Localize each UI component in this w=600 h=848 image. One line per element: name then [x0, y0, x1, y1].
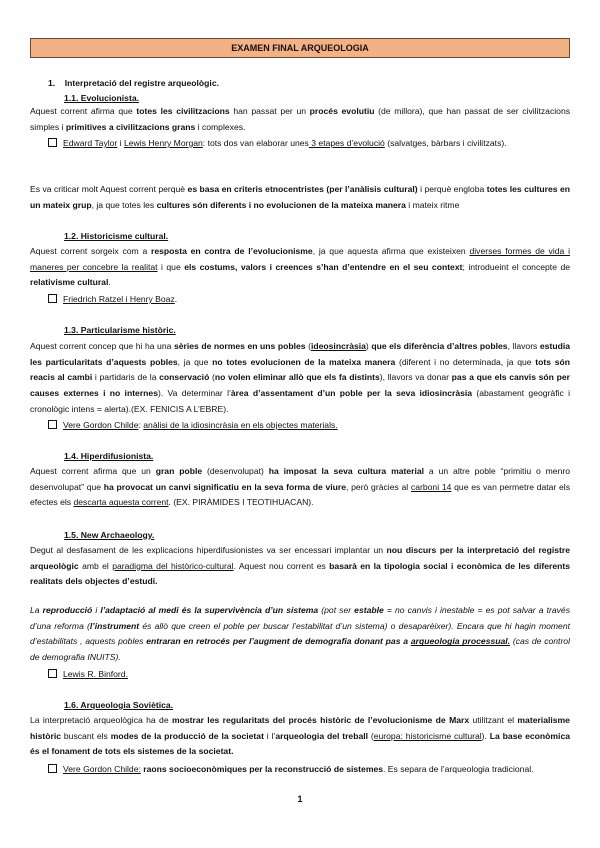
text-run: mostrar les regularitats del procés històric de l’evolucionisme de Marx: [171, 715, 470, 725]
section-heading-particularisme: 1.3. Particularisme històric.: [64, 325, 176, 335]
text-run: cultures són diferents i no evolucionen de la mateixa manera: [156, 199, 406, 210]
text-run: nou discurs per la interpretació del registre arqueològic: [30, 545, 570, 571]
text-run: , però gràcies al: [346, 481, 411, 492]
text-run: totes les cultures en un mateix grup: [30, 184, 570, 210]
text-run: carboni 14: [410, 481, 452, 492]
text-run: els costums, valors i creences s’han d’entendre en el seu context: [184, 261, 463, 272]
section-heading-hiperdifusionista: 1.4. Hiperdifusionista.: [64, 451, 154, 461]
text-run: a un altre poble “primitiu o menro desenvolupat” que: [30, 466, 571, 492]
text-run: = no canvis i inestable = es pot salvar a través d’una reforma (: [30, 605, 570, 631]
text-run: no totes evolucionen de la mateixa manera: [212, 356, 396, 367]
text-run: estable: [354, 605, 384, 615]
text-run: i l’: [263, 730, 276, 741]
text-run: paradigma del històrico-cultural: [112, 560, 234, 571]
text-run: anàlisi de la idiosincràsia en els objectes materials.: [143, 420, 338, 430]
question-label: Interpretació del registre arqueològic.: [64, 78, 219, 88]
text-run: europa: historicisme cultural: [373, 730, 482, 741]
text-run: sèries de normes en uns pobles: [173, 341, 306, 351]
section-heading-new-archaeology: 1.5. New Archaeology.: [64, 530, 155, 540]
text-run: (: [368, 730, 374, 741]
text-run: i mateix ritme: [405, 199, 460, 210]
paragraph-particularisme: [30, 339, 570, 418]
text-run: Aquest corrent sorgeix com a: [30, 246, 152, 256]
checklist-item-evolucionista: [48, 136, 570, 152]
paragraph-evolucionista-2: [30, 182, 570, 213]
text-run: , ja que: [177, 356, 213, 367]
text-run: Aquest corrent concep que hi ha una: [30, 341, 174, 351]
text-run: que els diferència d’altres pobles: [371, 341, 508, 351]
text-run: Encara que hi hagin moment d’estabilitats , aquests pobles: [30, 620, 570, 647]
text-run: gran poble: [155, 466, 203, 476]
text-run: (pot ser: [318, 605, 355, 615]
text-run: diverses formes de vida i maneres per concebre la realitat: [30, 246, 570, 272]
text-run: , ja que aquesta afirma que existeixen: [312, 246, 470, 256]
text-run: conservació: [159, 372, 210, 383]
text-run: 3 etapes d’evolució: [308, 138, 385, 148]
exam-title: EXAMEN FINAL ARQUEOLOGIA: [30, 38, 570, 58]
text-run: ). Va determinar l’: [158, 388, 231, 399]
text-run: reproducció: [42, 605, 93, 615]
text-run: materialisme històric: [30, 715, 570, 741]
text-run: àrea d’assentament d’un poble per la seva idiosincràsia: [230, 388, 473, 399]
text-run: l’adaptació al medi és la supervivència d’un sistema: [100, 605, 319, 615]
text-run: ).: [481, 730, 490, 741]
text-run: descarta aquesta corrent: [73, 497, 169, 508]
text-run: : tots dos van elaborar unes: [202, 138, 309, 148]
paragraph-new-archaeology-2: [30, 603, 570, 666]
text-run: han passat per un: [229, 106, 310, 116]
text-run: resposta en contra de l’evolucionisme: [151, 246, 313, 256]
text-run: basarà en la tipologia social i econòmica de les diferents realitats dels objectes d’estudi.: [30, 560, 570, 587]
text-run: La interpretació arqueològica ha de: [30, 715, 172, 725]
paragraph-historicisme: [30, 244, 570, 291]
checkbox-icon[interactable]: [48, 669, 57, 678]
text-run: ideosincràsia: [310, 341, 366, 351]
text-run: estudia les particularitats d’aquests pobles: [30, 341, 570, 367]
checklist-item-new-archaeology: [48, 667, 570, 683]
text-run: ha imposat la seva cultura material: [268, 466, 425, 476]
author-name: Edward Taylor: [63, 138, 118, 148]
text-run: procés evolutiu: [309, 106, 375, 116]
text-run: i: [92, 605, 101, 615]
section-heading-arqueologia-sovietica: 1.6. Arqueologia Soviètica.: [64, 700, 174, 710]
checkbox-icon[interactable]: [48, 138, 57, 147]
text-run: és allò que creen el poble per buscar l’estabilitat d’un sistema) o desaparèixer).: [139, 620, 457, 631]
text-run: (de millora), que han passat de ser civilitzacions simples i: [30, 106, 571, 132]
text-run: Degut al desfasament de les explicacions hiperdifusionistes va ser encessari implantar un: [30, 545, 387, 555]
text-run: . (EX. PIRÀMIDES I TEOTIHUACAN).: [168, 497, 314, 508]
text-run: i partidaris de la: [92, 372, 160, 383]
checkbox-icon[interactable]: [48, 764, 57, 773]
author-name: Lewis R. Binford.: [63, 669, 128, 679]
checklist-item-particularisme: [48, 418, 570, 434]
text-run: ), llavors va donar: [379, 372, 452, 383]
section-heading-historicisme: 1.2. Historicisme cultural.: [64, 231, 169, 241]
text-run: .: [108, 277, 111, 288]
text-run: i complexes.: [195, 121, 246, 132]
text-run: La base econòmica és el fonament de tots els sistemes de la societat.: [30, 730, 571, 757]
text-run: primitives a civilitzacions grans: [65, 121, 196, 132]
question-number: 1.: [48, 78, 56, 88]
text-run: (: [209, 372, 215, 383]
text-run: i: [117, 138, 124, 148]
text-run: no volen eliminar allò que els fa distints: [214, 372, 380, 383]
page-number: 1: [297, 794, 303, 804]
text-run: ; introdueint el concepte de: [462, 261, 570, 272]
author-name: Vere Gordon Childe: [63, 420, 139, 430]
text-run: Aquest corrent afirma que un: [30, 466, 156, 476]
text-run: modes de la producció de la societat: [110, 730, 264, 741]
text-run: entraran en retrocés per l’augment de demografia donant pas a: [146, 636, 411, 647]
text-run: ): [365, 341, 372, 351]
text-run: i perquè engloba: [417, 184, 487, 194]
text-run: l’instrument: [89, 620, 140, 631]
author-name: Lewis Henry Morgan: [123, 138, 203, 148]
text-run: , ja que totes les: [91, 199, 157, 210]
checkbox-icon[interactable]: [48, 420, 57, 429]
text-run: (diferent i no determinada, ja que: [395, 356, 536, 367]
text-run: Aquest corrent afirma que: [30, 106, 137, 116]
paragraph-arqueologia-sovietica: [30, 713, 570, 760]
paragraph-new-archaeology-1: [30, 543, 570, 590]
author-name: Friedrich Ratzel i Henry Boaz: [63, 294, 175, 304]
text-run: :: [138, 420, 144, 430]
text-run: .: [174, 294, 178, 304]
text-run: (salvatges, bàrbars i civilitzats).: [384, 138, 507, 148]
text-run: Es va criticar molt Aquest corrent perquè: [30, 184, 188, 194]
question-heading: [48, 76, 219, 91]
text-run: relativisme cultural: [30, 277, 109, 288]
text-run: (abastament geogràfic i cronològic intens = alerta).(EX. FENICIS A L’EBRE).: [30, 388, 570, 414]
text-run: . Es separa de l’arqueologia tradicional.: [383, 764, 534, 774]
text-run: La: [30, 605, 43, 615]
paragraph-evolucionista-1: [30, 104, 570, 135]
text-run: tots són reacis al cambi: [30, 356, 571, 383]
checklist-item-arqueologia-sovietica: [48, 762, 570, 778]
text-run: (: [305, 341, 311, 351]
checkbox-icon[interactable]: [48, 294, 57, 303]
text-run: utilitzant el: [469, 715, 518, 725]
text-run: . Aquest nou corrent es: [233, 560, 330, 571]
section-heading-evolucionista: 1.1. Evolucionista.: [64, 93, 139, 103]
text-run: es basa en criteris etnocentristes (per l’anàlisis cultural): [187, 184, 418, 194]
text-run: i que: [157, 261, 185, 272]
text-run: (cas de control de demografia INUITS).: [30, 636, 570, 663]
text-run: (desenvolupat): [202, 466, 269, 476]
text-run: pas a que els canvis són per causes externes i no internes: [30, 372, 570, 399]
text-run: arqueologia del treball: [275, 730, 369, 741]
checklist-item-historicisme: [48, 292, 570, 308]
author-name: Vere Gordon Childe:: [63, 764, 141, 774]
text-run: ha provocat un canvi significatiu en la seva forma de viure: [103, 481, 347, 492]
paragraph-hiperdifusionista: [30, 464, 570, 511]
text-run: raons socioeconòmiques per la reconstrucció de sistemes: [143, 764, 384, 774]
text-run: amb el: [78, 560, 113, 571]
text-run: que es van permetre datar els efectes els: [30, 481, 571, 508]
text-run: , llavors: [507, 341, 540, 351]
text-run: arqueologia processual.: [410, 636, 511, 647]
text-run: buscant els: [61, 730, 111, 741]
text-run: totes les civilitzacions: [136, 106, 230, 116]
